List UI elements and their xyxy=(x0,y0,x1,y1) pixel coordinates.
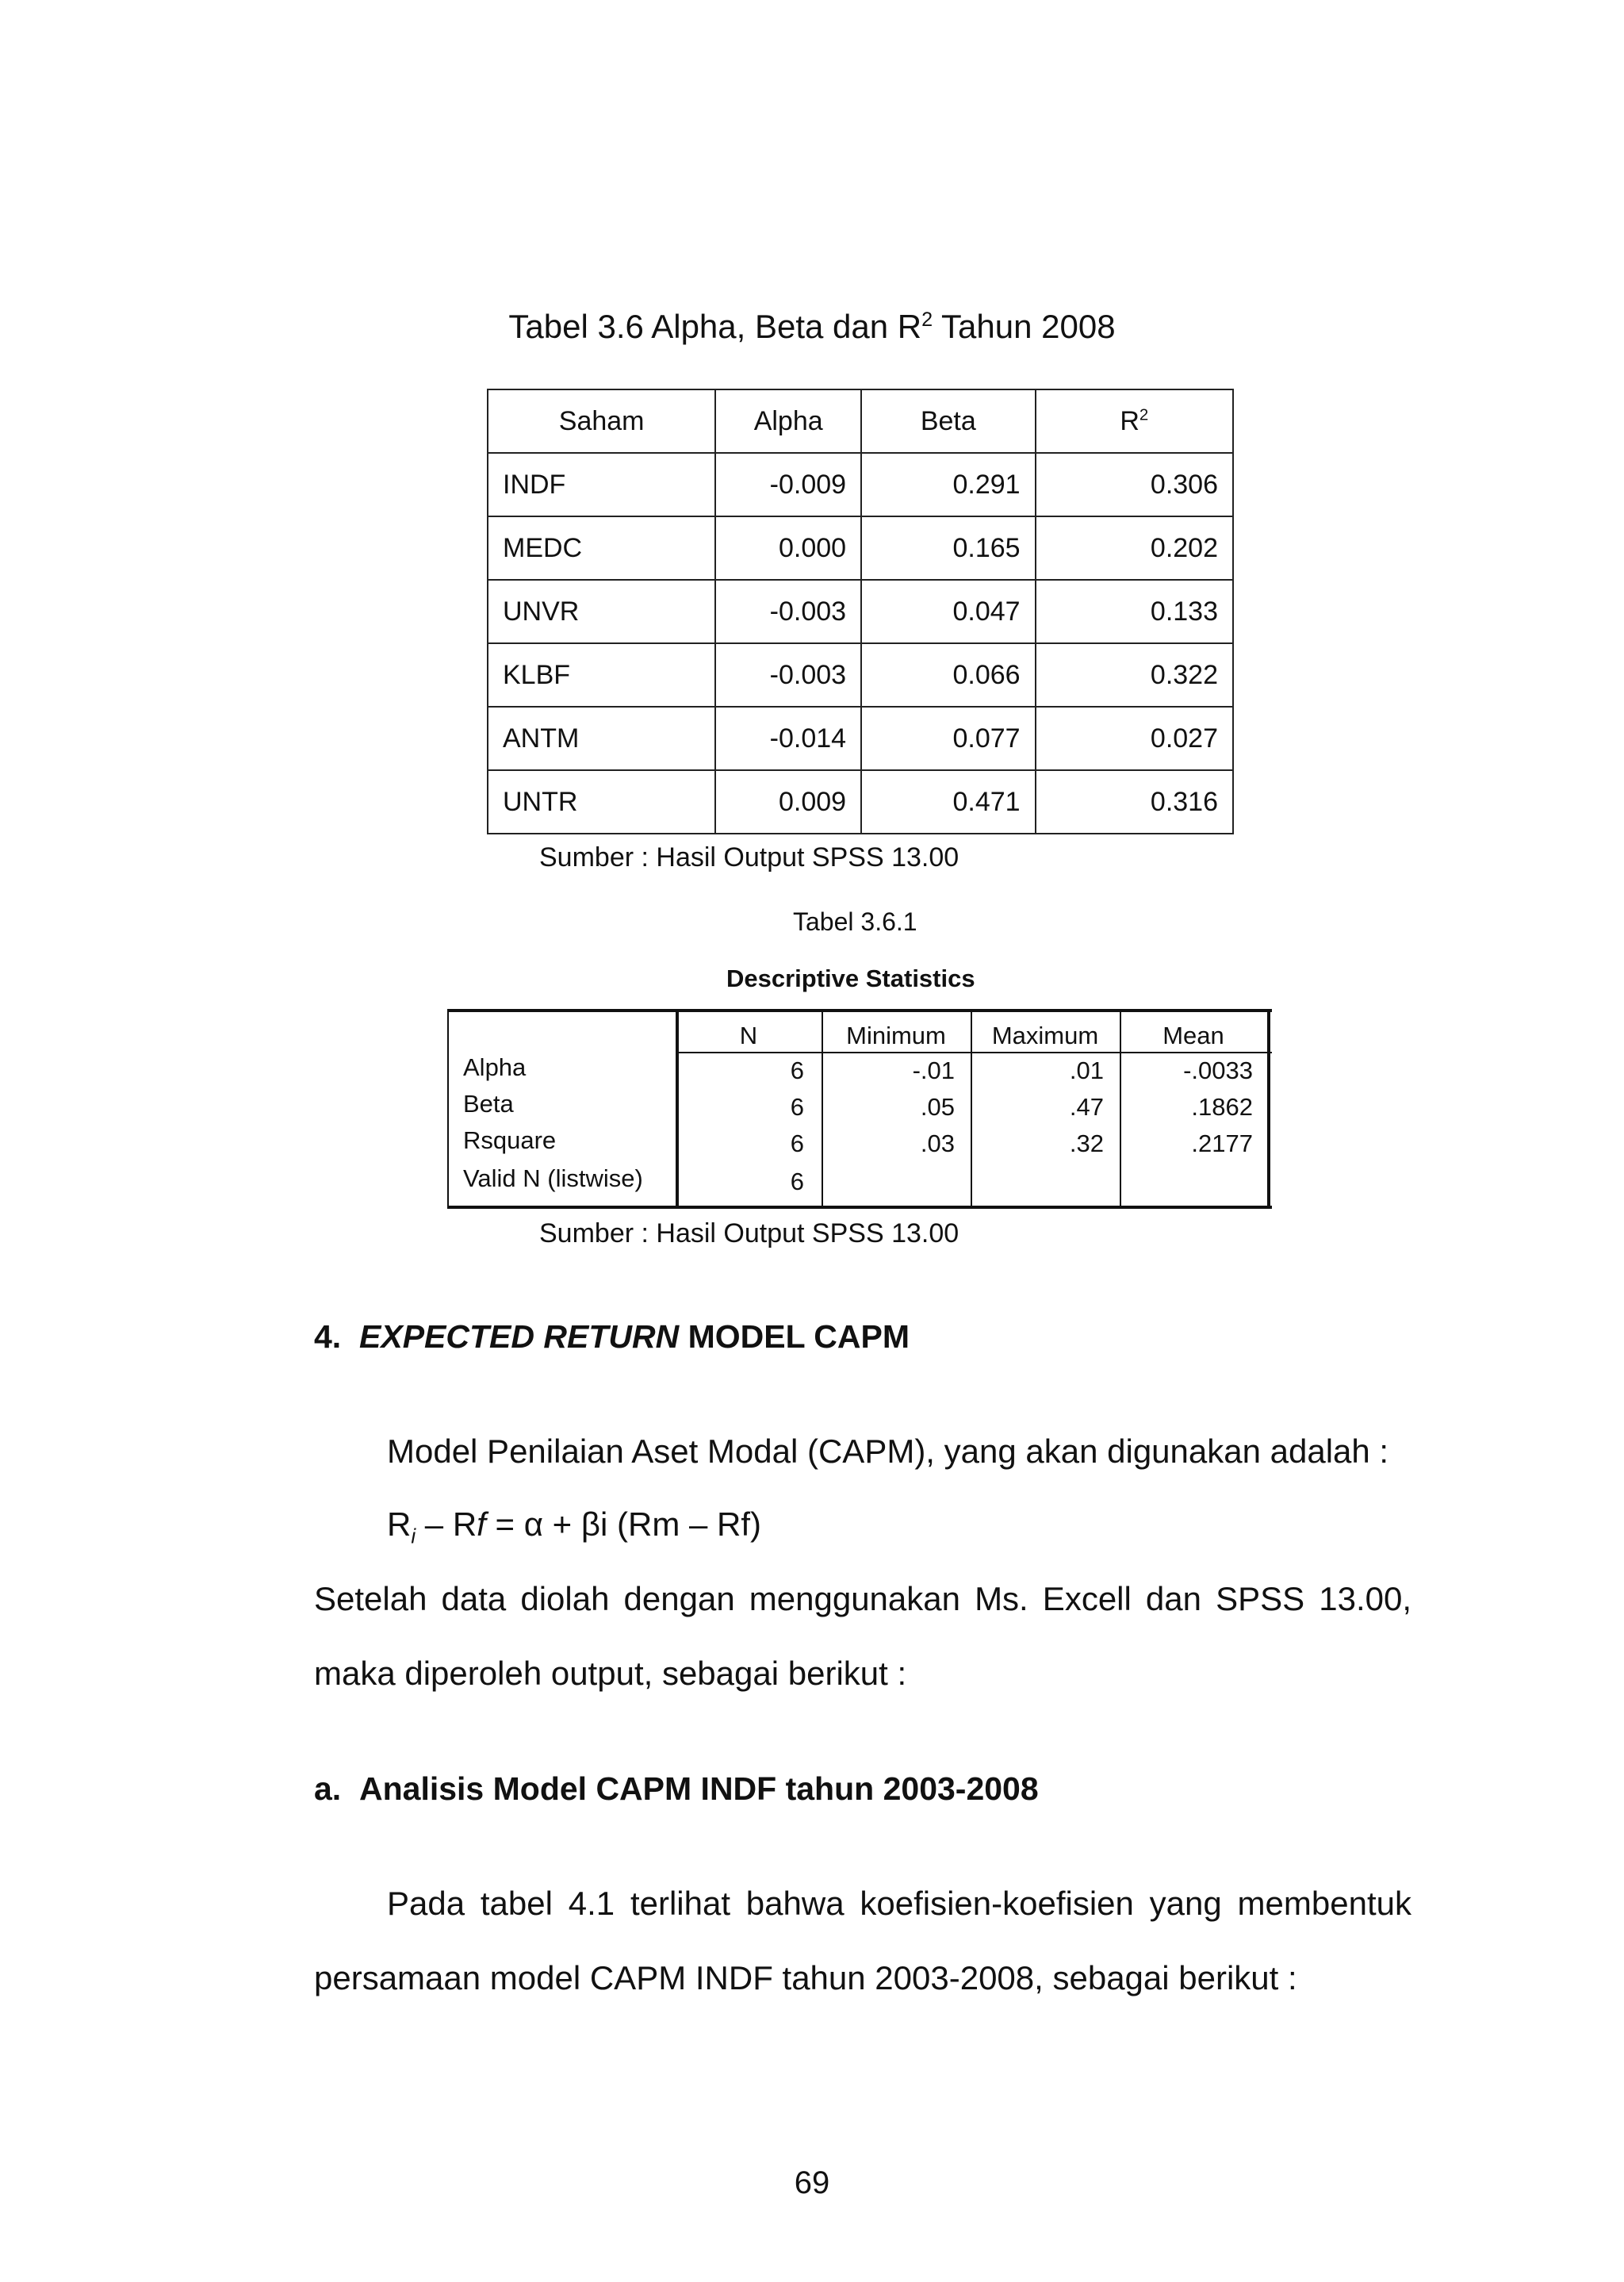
header-n: N xyxy=(739,1022,758,1049)
beta-cell: 0.066 xyxy=(861,643,1036,707)
maximum-cell: .32 xyxy=(1069,1129,1104,1157)
coefficients-paragraph-line-1: Pada tabel 4.1 terlihat bahwa koefisien-koefisien yang membentuk xyxy=(387,1885,1411,1922)
maximum-cell: .01 xyxy=(1069,1057,1104,1084)
table-row xyxy=(488,643,1233,707)
r2-cell: 0.306 xyxy=(1036,453,1233,516)
row-label: Beta xyxy=(463,1090,514,1118)
alpha-cell: -0.003 xyxy=(715,580,861,643)
maximum-cell: .47 xyxy=(1069,1093,1104,1121)
saham-cell: MEDC xyxy=(488,516,715,580)
table-row xyxy=(488,707,1233,770)
saham-cell: KLBF xyxy=(488,643,715,707)
r2-cell: 0.202 xyxy=(1036,516,1233,580)
minimum-cell: .03 xyxy=(920,1129,955,1157)
row-label: Alpha xyxy=(463,1053,527,1081)
r2-cell: 0.133 xyxy=(1036,580,1233,643)
n-cell: 6 xyxy=(790,1057,804,1084)
section-4-heading: 4. EXPECTED RETURN MODEL CAPM xyxy=(314,1318,910,1355)
header-saham: Saham xyxy=(488,389,715,453)
table-row xyxy=(488,453,1233,516)
beta-cell: 0.047 xyxy=(861,580,1036,643)
alpha-cell: 0.009 xyxy=(715,770,861,834)
table-3-6-1-caption: Tabel 3.6.1 xyxy=(793,907,917,936)
mean-cell: -.0033 xyxy=(1183,1057,1253,1084)
alpha-cell: -0.003 xyxy=(715,643,861,707)
beta-cell: 0.471 xyxy=(861,770,1036,834)
header-maximum: Maximum xyxy=(991,1022,1099,1049)
r2-cell: 0.322 xyxy=(1036,643,1233,707)
header-beta: Beta xyxy=(861,389,1036,453)
table-row xyxy=(488,770,1233,834)
n-cell: 6 xyxy=(790,1168,804,1195)
minimum-cell: -.01 xyxy=(912,1057,955,1084)
alpha-cell: 0.000 xyxy=(715,516,861,580)
descriptive-statistics-title: Descriptive Statistics xyxy=(726,965,975,992)
table-3-6-title: Tabel 3.6 Alpha, Beta dan $R^2$ Tahun 2008 xyxy=(508,308,1116,345)
table-source-note: Sumber : Hasil Output SPSS 13.00 xyxy=(539,842,959,873)
header-mean: Mean xyxy=(1162,1022,1224,1049)
header-divider xyxy=(676,1052,1272,1053)
beta-cell: 0.077 xyxy=(861,707,1036,770)
capm-intro-paragraph: Model Penilaian Aset Modal (CAPM), yang akan digunakan adalah : xyxy=(387,1432,1389,1470)
beta-cell: 0.165 xyxy=(861,516,1036,580)
saham-cell: UNVR xyxy=(488,580,715,643)
alpha-cell: -0.009 xyxy=(715,453,861,516)
alpha-beta-r2-table xyxy=(487,389,1234,834)
r2-cell: 0.316 xyxy=(1036,770,1233,834)
descriptive-statistics-table xyxy=(447,1009,1272,1209)
header-r-squared: $R^2$ xyxy=(1036,389,1233,453)
table-row xyxy=(488,580,1233,643)
row-label: Valid N (listwise) xyxy=(463,1164,643,1192)
table-source-note: Sumber : Hasil Output SPSS 13.00 xyxy=(539,1218,959,1248)
section-a-heading: a. Analisis Model CAPM INDF tahun 2003-2008 xyxy=(314,1770,1039,1807)
n-cell: 6 xyxy=(790,1129,804,1157)
capm-formula: $R_i - Rf = \alpha + \beta i$ (Rm – Rf) xyxy=(387,1505,761,1548)
minimum-cell: .05 xyxy=(920,1093,955,1121)
header-alpha: Alpha xyxy=(715,389,861,453)
alpha-cell: -0.014 xyxy=(715,707,861,770)
n-cell: 6 xyxy=(790,1093,804,1121)
row-label: Rsquare xyxy=(463,1126,557,1154)
output-paragraph-line-1: Setelah data diolah dengan menggunakan Ms. Excell dan SPSS 13.00, xyxy=(314,1580,1411,1617)
header-minimum: Minimum xyxy=(846,1022,946,1049)
saham-cell: ANTM xyxy=(488,707,715,770)
table-border xyxy=(1267,1012,1270,1206)
beta-cell: 0.291 xyxy=(861,453,1036,516)
output-paragraph-line-2: maka diperoleh output, sebagai berikut : xyxy=(314,1655,907,1692)
page-number: 69 xyxy=(794,2165,830,2200)
table-border xyxy=(447,1012,449,1206)
mean-cell: .2177 xyxy=(1191,1129,1253,1157)
saham-cell: UNTR xyxy=(488,770,715,834)
table-row xyxy=(488,516,1233,580)
mean-cell: .1862 xyxy=(1191,1093,1253,1121)
table-header-row xyxy=(488,389,1233,453)
saham-cell: INDF xyxy=(488,453,715,516)
coefficients-paragraph-line-2: persamaan model CAPM INDF tahun 2003-2008, sebagai berikut : xyxy=(314,1959,1297,1996)
r2-cell: 0.027 xyxy=(1036,707,1233,770)
